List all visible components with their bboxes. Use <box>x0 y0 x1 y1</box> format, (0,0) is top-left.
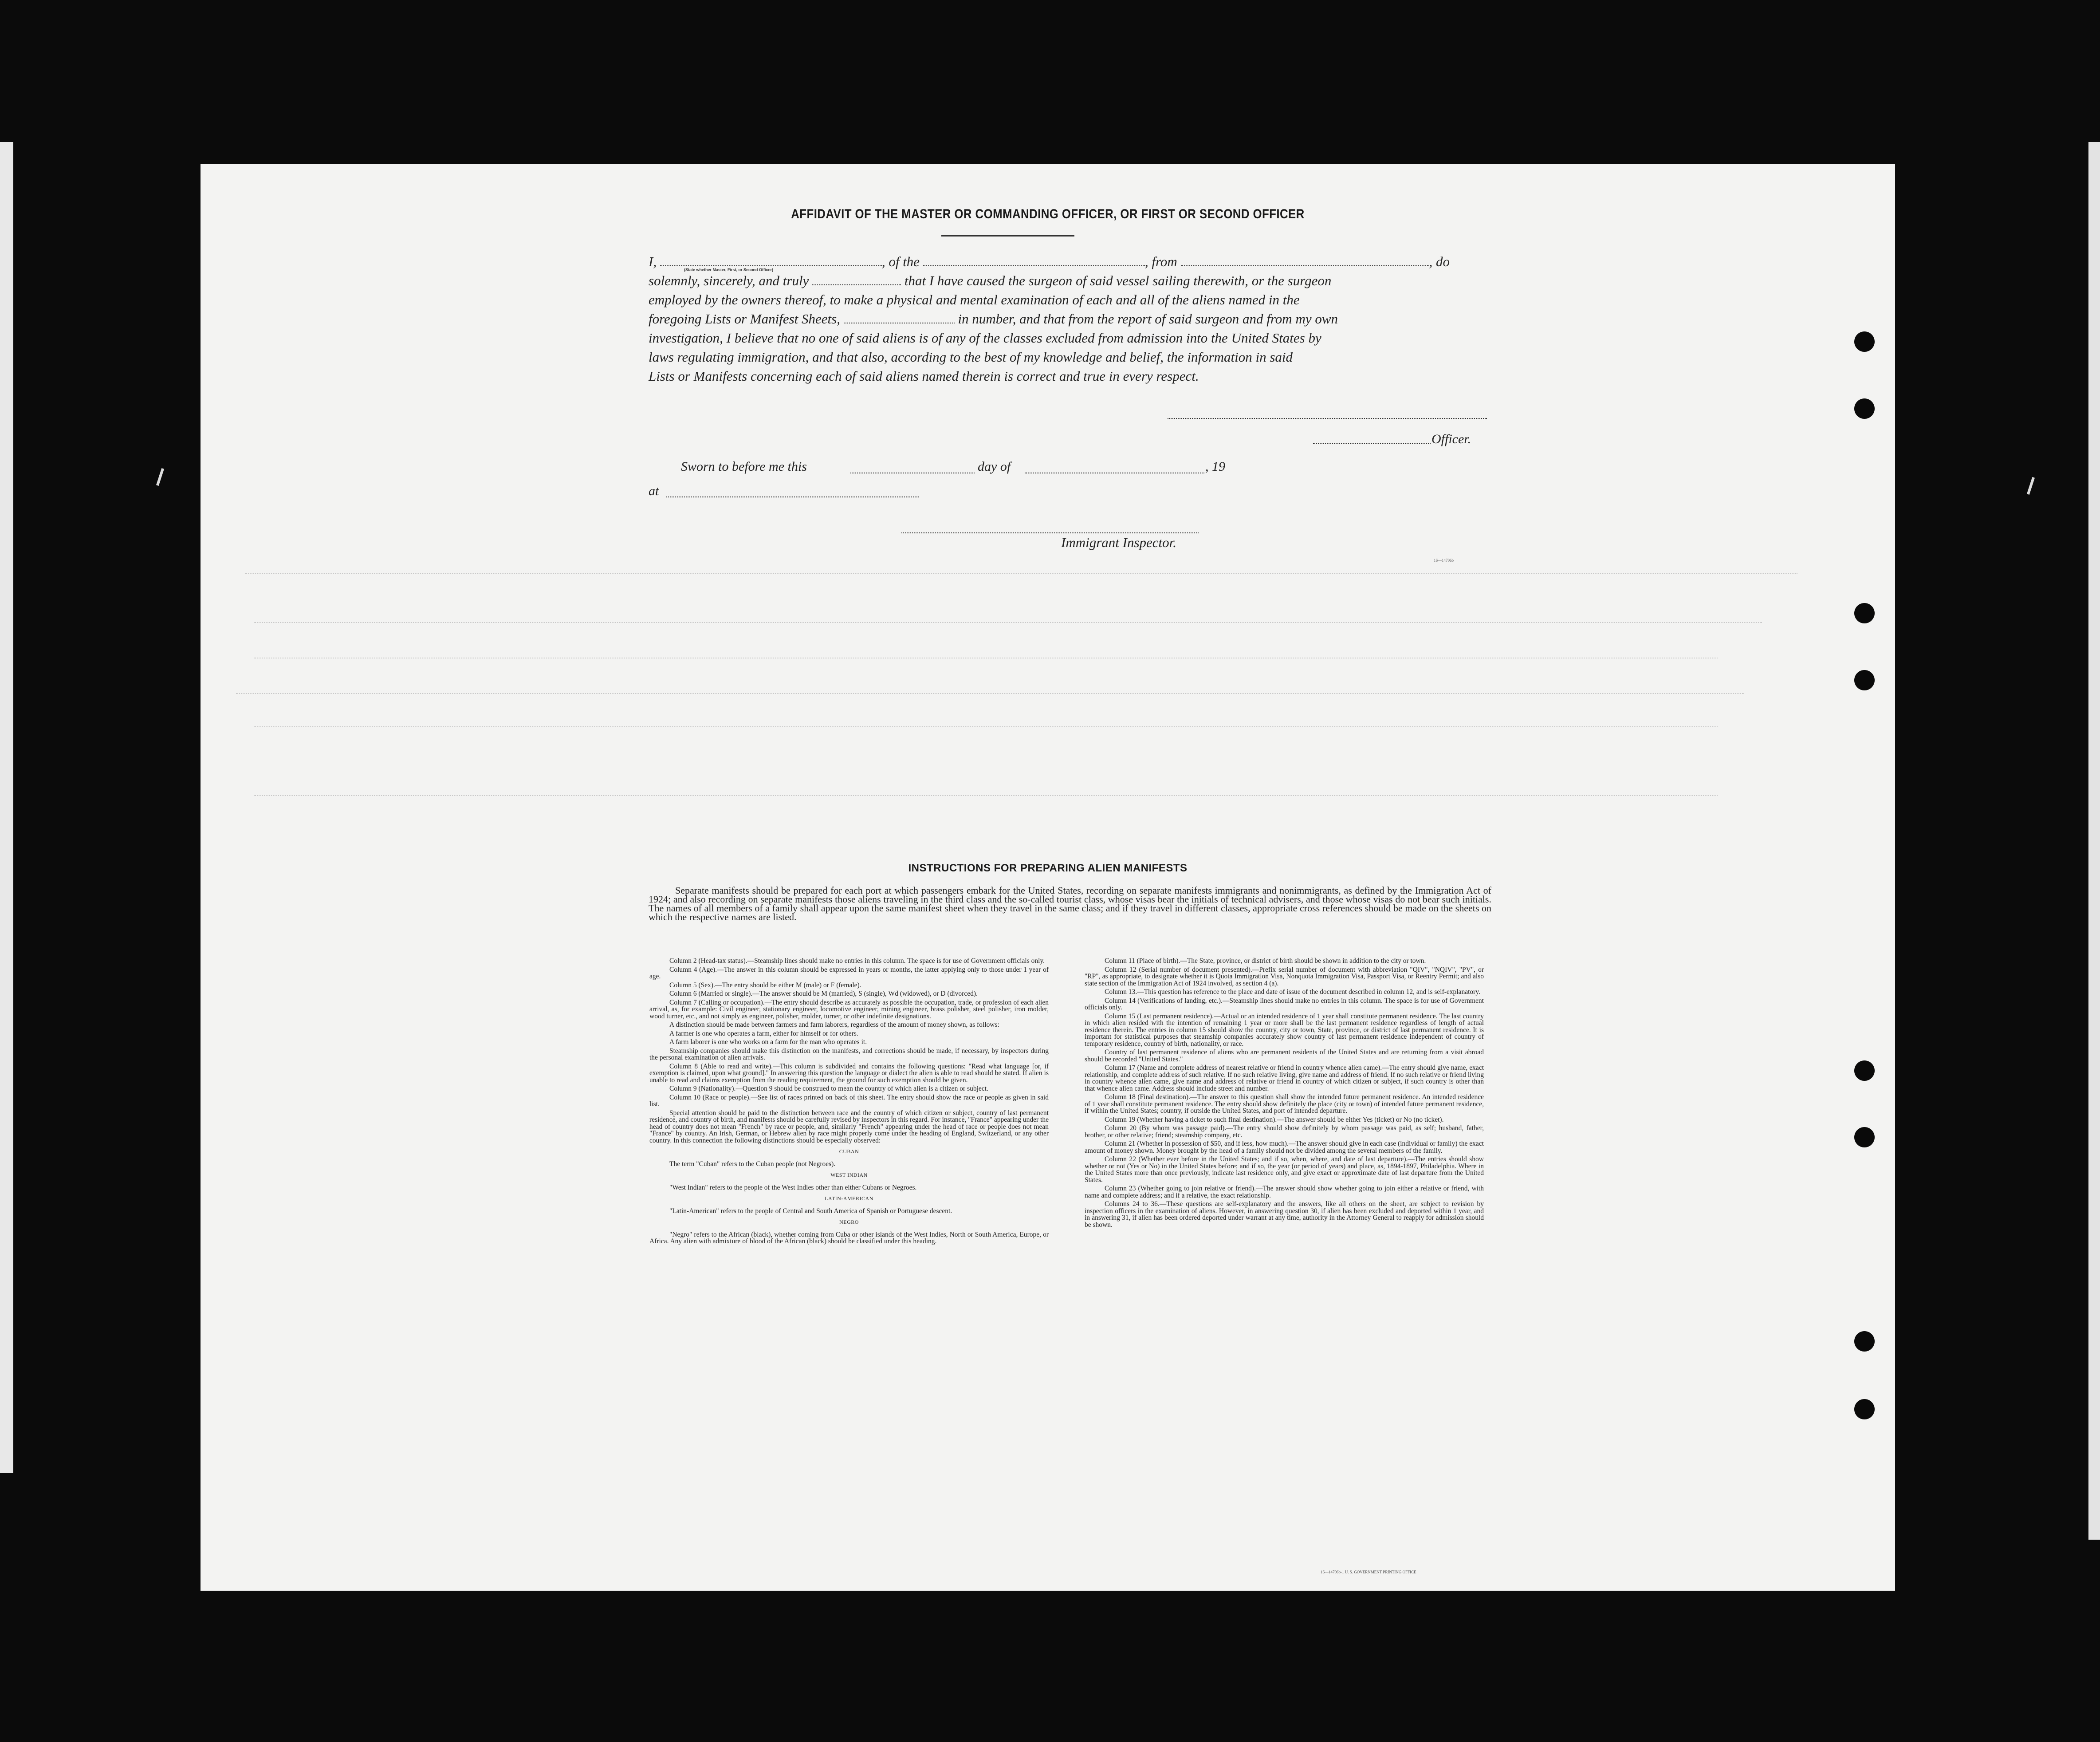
title-rule <box>941 235 1074 236</box>
sheet-count-blank <box>844 311 955 323</box>
officer-rank-blank <box>660 254 882 266</box>
instruction-paragraph: Column 8 (Able to read and write).—This column is subdivided and contains the following questions: "Read what language [or, if exemption is claimed, upon what ground]." In answering this question the language or dialect the alien is able to read should be stated. If alien is unable to read and claims exemption from the reading requirement, the ground for such exemption should be given. <box>649 1062 1049 1084</box>
film-scratch <box>156 468 164 486</box>
instruction-paragraph: Column 18 (Final destination).—The answer to this question shall show the intended future permanent residence. An intended residence of 1 year shall constitute permanent residence. The entry should show definitely the place (city or town) of intended future permanent residence, if within the United States; country, if outside the United States, and port of intended departure. <box>1085 1093 1484 1115</box>
instruction-paragraph: Column 5 (Sex).—The entry should be either M (male) or F (female). <box>669 981 861 989</box>
section-heading: CUBAN <box>839 1148 859 1155</box>
punch-hole <box>1854 670 1875 690</box>
instruction-paragraph: Column 17 (Name and complete address of nearest relative or friend in country whence alien came).—The entry should give name, exact relationship, and complete address of such relative. If no such relative living, give name and address of friend. If no such relative or friend living in country whence alien came, give name and address of relative or friend in country of which citizen or subject, if such country is other than that whence alien came. Address should include street and number. <box>1085 1064 1484 1092</box>
instruction-paragraph: Steamship companies should make this distinction on the manifests, and corrections should be made, if necessary, by inspectors during the personal examination of alien arrivals. <box>649 1047 1049 1061</box>
instruction-paragraph: Column 7 (Calling or occupation).—The entry should describe as accurately as possible the occupation, trade, or profession of each alien arrival, as, for example: Civil engineer, stationary engineer, locomotive engineer, mining engineer, brass polisher, steel polisher, iron molder, wood turner, etc., and not simply as engineer, polisher, molder, turner, or other indefinite designations. <box>649 998 1049 1020</box>
instruction-paragraph: "Latin-American" refers to the people of Central and South America of Spanish or Portuguese descent. <box>669 1207 952 1215</box>
affidavit-body <box>649 252 1491 386</box>
affidavit-line-5: investigation, I believe that no one of said aliens is of any of the classes excluded from admission into the United States by <box>649 330 1321 346</box>
bleed-through-line <box>254 725 1718 727</box>
affidavit-line-1 <box>649 252 1491 271</box>
instruction-paragraph: A distinction should be made between farmers and farm laborers, regardless of the amount of money shown, as follows: <box>669 1021 999 1029</box>
vessel-name-blank <box>923 254 1145 266</box>
affidavit-text: solemnly, sincerely, and truly <box>649 273 809 288</box>
bleed-through-line <box>254 621 1762 623</box>
affidavit-line-4 <box>649 309 1491 328</box>
affidavit-text: in number, and that from the report of said surgeon and from my own <box>958 311 1338 327</box>
instruction-paragraph: Column 9 (Nationality).—Question 9 should be construed to mean the country of which alien is a citizen or subject. <box>669 1085 988 1092</box>
instruction-paragraph: Column 15 (Last permanent residence).—Actual or an intended residence of 1 year shall constitute permanent residence. The last country in which alien resided with the intention of remaining 1 year or more shall be the last permanent residence regardless of length of actual residence therein. The entries in column 15 should show the country, city or town, State, province, or district of last permanent residence. It is important for statistical purposes that steamship companies accurately show country of last permanent residence independent of country of temporary residence, country of birth, nationality, or race. <box>1085 1012 1484 1048</box>
bleed-through-line <box>245 572 1797 574</box>
at-label: at <box>649 484 659 498</box>
instruction-paragraph: Special attention should be paid to the distinction between race and the country of which citizen or subject, country of last permanent residence, and country of birth, and manifests should be carefully revised by inspectors in this regard. For instance, "France" appearing under the head of country does not mean "French" by race or people, and, similarly "French" appearing under the head of race or people does not mean "France" by country. An Irish, German, or Hebrew alien by race might properly come under the heading of England, Switzerland, or any other country. In this connection the following distinctions should be especially observed: <box>649 1109 1049 1144</box>
instruction-paragraph: Column 12 (Serial number of document presented).—Prefix serial number of document with abbreviation "QIV", "NQIV", "PV", or "RP", as appropriate, to designate whether it is Quota Immigration Visa, Nonquota Immigration Visa, Passport Visa, or Reentry Permit; and also state section of the Immigration Act of 1924 involved, as section 4 (a). <box>1085 966 1484 987</box>
affidavit-line-2 <box>649 271 1491 290</box>
film-edge-left <box>0 142 13 1473</box>
affidavit-text: that I have caused the surgeon of said vessel sailing therewith, or the surgeon <box>904 273 1332 288</box>
instruction-paragraph: Column 20 (By whom was passage paid).—The entry should show definitely by whom passage was paid, as self; husband, father, brother, or other relative; friend; steamship company, etc. <box>1085 1124 1484 1139</box>
officer-signature-line <box>1313 442 1431 444</box>
instruction-paragraph: Column 22 (Whether ever before in the United States; and if so, when, where, and date of last departure).—The entries should show whether or not (Yes or No) in the United States before; and if so, the year (or period of years) and place, as, 1894-1897, Philadelphia. Where in the United States more than once previously, indicate last residence only, and give exact or approximate date of last departure from the United States. <box>1085 1155 1484 1184</box>
instruction-paragraph: Column 11 (Place of birth).—The State, province, or district of birth should be shown in addition to the city or town. <box>1105 957 1426 965</box>
signature-line <box>1168 417 1487 419</box>
affidavit-title: AFFIDAVIT OF THE MASTER OR COMMANDING OFFICER, OR FIRST OR SECOND OFFICER <box>791 207 1305 221</box>
inspector-signature-line <box>901 532 1199 533</box>
form-number: 16—14706b <box>1434 558 1454 563</box>
rank-note: (State whether Master, First, or Second Officer) <box>684 268 774 272</box>
affidavit-text: , from <box>1144 254 1177 269</box>
affidavit-line-3: employed by the owners thereof, to make a physical and mental examination of each and all of the aliens named in the <box>649 292 1300 307</box>
instructions-title: INSTRUCTIONS FOR PREPARING ALIEN MANIFESTS <box>908 862 1188 874</box>
affidavit-text: foregoing Lists or Manifest Sheets, <box>649 311 840 327</box>
instruction-paragraph: Column 21 (Whether in possession of $50, and if less, how much).—The answer should give in each case (individual or family) the exact amount of money shown. Money brought by the head of a family should not be divided among the several members of the family. <box>1085 1140 1484 1155</box>
instruction-paragraph: "West Indian" refers to the people of the West Indies other than either Cubans or Negroes. <box>669 1183 917 1191</box>
day-of-label: day of <box>978 459 1011 474</box>
bleed-through-line <box>254 657 1718 658</box>
instruction-paragraph: Column 23 (Whether going to join relative or friend).—The answer should show whether going to join either a relative or friend, with name and complete address; and if a relative, the exact relationship. <box>1085 1185 1484 1199</box>
sworn-label: Sworn to before me this <box>681 459 807 474</box>
instruction-paragraph: "Negro" refers to the African (black), whether coming from Cuba or other islands of the West Indies, North or South America, Europe, or Africa. Any alien with admixture of blood of the African (black) should be classified under this heading. <box>649 1230 1049 1245</box>
bleed-through-line <box>236 692 1744 694</box>
punch-hole <box>1854 603 1875 623</box>
affidavit-text: , of the <box>881 254 920 269</box>
sworn-date-blank <box>850 472 975 473</box>
instruction-paragraph: Column 14 (Verifications of landing, etc.).—Steamship lines should make no entries in this column. The space is for use of Government officials only. <box>1085 997 1484 1011</box>
year-label: , 19 <box>1205 459 1225 474</box>
instruction-paragraph: A farm laborer is one who works on a farm for the man who operates it. <box>669 1038 867 1046</box>
affidavit-text: I, <box>649 254 657 269</box>
instruction-paragraph: Country of last permanent residence of aliens who are permanent residents of the United States and are returning from a visit abroad should be recorded "United States." <box>1085 1048 1484 1063</box>
instructions-left-column <box>649 958 1049 1247</box>
instruction-paragraph: Column 4 (Age).—The answer in this column should be expressed in years or months, the latter applying only to those under 1 year of age. <box>649 966 1049 980</box>
instructions-right-column <box>1085 958 1484 1230</box>
bleed-through-line <box>254 794 1718 796</box>
instruction-paragraph: Column 6 (Married or single).—The answer should be M (married), S (single), Wd (widowed), or D (divorced). <box>669 990 978 997</box>
punch-hole <box>1854 398 1875 419</box>
section-heading: WEST INDIAN <box>830 1172 868 1178</box>
instruction-paragraph: The term "Cuban" refers to the Cuban people (not Negroes). <box>669 1160 836 1168</box>
document-page <box>201 164 1895 1591</box>
punch-hole <box>1854 331 1875 352</box>
film-edge-right <box>2088 142 2100 1540</box>
instruction-paragraph: A farmer is one who operates a farm, either for himself or for others. <box>669 1029 858 1037</box>
printer-imprint: 16—14706b-1 U. S. GOVERNMENT PRINTING OFFICE <box>1321 1570 1416 1574</box>
place-blank <box>666 496 919 497</box>
film-scratch <box>2027 477 2035 495</box>
instruction-paragraph: Column 2 (Head-tax status).—Steamship lines should make no entries in this column. The space is for use of Government officials only. <box>669 957 1045 965</box>
section-heading: LATIN-AMERICAN <box>825 1195 873 1202</box>
section-heading: NEGRO <box>839 1219 859 1225</box>
port-blank <box>1181 254 1429 266</box>
punch-hole <box>1854 1060 1875 1081</box>
punch-hole <box>1854 1399 1875 1419</box>
oath-blank <box>812 273 901 285</box>
affidavit-line-7: Lists or Manifests concerning each of said aliens named therein is correct and true in every respect. <box>649 368 1199 384</box>
instruction-paragraph: Column 19 (Whether having a ticket to such final destination).—The answer should be either Yes (ticket) or No (no ticket). <box>1105 1115 1444 1123</box>
month-blank <box>1025 472 1204 473</box>
instruction-paragraph: Columns 24 to 36.—These questions are self-explanatory and the answers, like all others on the sheet, are subject to revision by inspection officers in the examination of aliens. However, in answering question 30, if alien has been excluded and deported within 1 year, and in answering 31, if alien has been ordered deported under warrant at any time, authority in the Attorney General to reapply for admission should be shown. <box>1085 1200 1484 1229</box>
affidavit-text: , do <box>1429 254 1450 269</box>
punch-hole <box>1854 1127 1875 1147</box>
punch-hole <box>1854 1331 1875 1352</box>
affidavit-line-6: laws regulating immigration, and that also, according to the best of my knowledge and belief, the information in said <box>649 349 1293 365</box>
inspector-label: Immigrant Inspector. <box>1061 535 1177 550</box>
instructions-intro: Separate manifests should be prepared for each port at which passengers embark for the United States, recording on separate manifests immigrants and nonimmigrants, as defined by the Immigration Act of 1924; and also recording on separate manifests those aliens traveling in the third class and the so-called tourist class, whose visas bear the initials of technical advisers, and those whose visas do not bear such initials. The names of all members of a family shall appear upon the same manifest sheet when they travel in the same class; and if they travel in different classes, appropriate cross references should be made on the sheets on which the respective names are listed. <box>649 885 1491 922</box>
officer-label: Officer. <box>1431 432 1471 446</box>
instruction-paragraph: Column 13.—This question has reference to the place and date of issue of the document described in column 12, and is self-explanatory. <box>1105 988 1480 996</box>
instruction-paragraph: Column 10 (Race or people).—See list of races printed on back of this sheet. The entry should show the race or people as given in said list. <box>649 1093 1049 1108</box>
